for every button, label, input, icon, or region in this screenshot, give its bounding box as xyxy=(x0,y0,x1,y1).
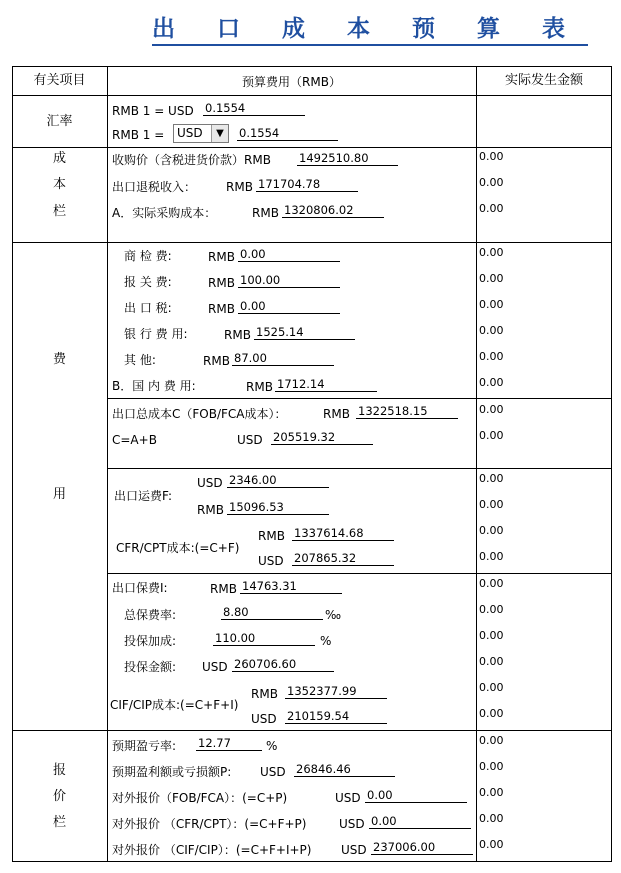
profit-currency: USD xyxy=(260,765,286,779)
cfr-label: CFR/CPT成本:(=C+F) xyxy=(116,541,240,555)
cif-rmb-currency: RMB xyxy=(251,687,278,701)
other-currency: RMB xyxy=(203,354,230,368)
actual-cif-quote: 0.00 xyxy=(479,838,504,851)
insurance-label: 出口保费I: xyxy=(112,581,168,595)
actual-domestic: 0.00 xyxy=(479,376,504,389)
domestic-input[interactable]: 1712.14 xyxy=(275,378,377,392)
page-title: 出 口 成 本 预 算 表 xyxy=(152,14,588,46)
fob-input[interactable]: 1322518.15 xyxy=(356,405,458,419)
actual-fob-quote: 0.00 xyxy=(479,786,504,799)
markup-unit: % xyxy=(320,634,332,648)
markup-input[interactable]: 110.00 xyxy=(213,632,315,646)
rebate-input[interactable]: 171704.78 xyxy=(256,178,358,192)
bank-input[interactable]: 1525.14 xyxy=(254,326,355,340)
freight-rmb-currency: RMB xyxy=(197,503,224,517)
exchange-rate-input[interactable]: 0.1554 xyxy=(237,127,338,141)
actual-rebate: 0.00 xyxy=(479,176,504,189)
freight-rmb-input[interactable]: 15096.53 xyxy=(227,501,329,515)
fees-label-fei: 费 xyxy=(52,352,66,367)
header-divider xyxy=(12,95,612,96)
actual-profit-rate: 0.00 xyxy=(479,734,504,747)
domestic-label: B．国 内 费 用: xyxy=(112,379,196,393)
actual-insurance: 0.00 xyxy=(479,577,504,590)
cfr-quote-input[interactable]: 0.00 xyxy=(369,815,471,829)
actual-freight-usd: 0.00 xyxy=(479,472,504,485)
actual-cost-label: A．实际采购成本： xyxy=(112,206,217,220)
fees-label-yong: 用 xyxy=(52,487,66,502)
actual-cfr-usd: 0.00 xyxy=(479,550,504,563)
fob-label: 出口总成本C（FOB/FCA成本）： xyxy=(112,407,287,421)
actual-customs: 0.00 xyxy=(479,272,504,285)
exchange-label: 汇率 xyxy=(46,114,73,129)
customs-label: 报 关 费: xyxy=(124,275,172,289)
cab-input[interactable]: 205519.32 xyxy=(271,431,373,445)
cif-label: CIF/CIP成本:(=C+F+I) xyxy=(110,698,239,712)
export-tax-label: 出 口 税: xyxy=(124,301,172,315)
fob-quote-currency: USD xyxy=(335,791,361,805)
other-label: 其 他: xyxy=(124,353,156,367)
actual-cfr-rmb: 0.00 xyxy=(479,524,504,537)
cfr-usd-input[interactable]: 207865.32 xyxy=(292,552,394,566)
rebate-currency: RMB xyxy=(226,180,253,194)
cfr-rmb-input[interactable]: 1337614.68 xyxy=(292,527,394,541)
purchase-input[interactable]: 1492510.80 xyxy=(297,152,398,166)
cab-label: C=A+B xyxy=(112,433,157,447)
rate-label: 总保费率: xyxy=(124,608,177,622)
header-budget: 预算费用（RMB） xyxy=(242,75,341,89)
cfr-quote-currency: USD xyxy=(339,817,365,831)
header-item: 有关项目 xyxy=(33,73,86,88)
fob-divider xyxy=(107,468,612,469)
insurance-currency: RMB xyxy=(210,582,237,596)
header-actual: 实际发生金额 xyxy=(504,73,583,88)
actual-other: 0.00 xyxy=(479,350,504,363)
actual-rate: 0.00 xyxy=(479,603,504,616)
actual-freight-rmb: 0.00 xyxy=(479,498,504,511)
exchange-divider xyxy=(12,147,612,148)
actual-inspection: 0.00 xyxy=(479,246,504,259)
cfr-quote-label: 对外报价 （CFR/CPT）：(=C+F+P) xyxy=(112,817,307,831)
quote-label-1: 报 xyxy=(52,763,66,778)
bank-label: 银 行 费 用: xyxy=(124,327,188,341)
freight-label: 出口运费F: xyxy=(114,489,173,503)
profit-input[interactable]: 26846.46 xyxy=(294,763,395,777)
export-tax-currency: RMB xyxy=(208,302,235,316)
cif-rmb-input[interactable]: 1352377.99 xyxy=(285,685,387,699)
other-input[interactable]: 87.00 xyxy=(232,352,334,366)
profit-rate-input[interactable]: 12.77 xyxy=(196,737,262,751)
inspection-currency: RMB xyxy=(208,250,235,264)
cost-divider xyxy=(12,242,612,243)
col-divider-1 xyxy=(107,66,108,862)
actual-markup: 0.00 xyxy=(479,629,504,642)
rebate-label: 出口退税收入： xyxy=(112,180,197,194)
actual-cif-usd: 0.00 xyxy=(479,707,504,720)
purchase-label: 收购价（含税进货价款）RMB xyxy=(112,153,271,167)
exchange-line2-prefix: RMB 1 = xyxy=(112,128,165,142)
currency-select-value: USD xyxy=(177,126,203,140)
rate-unit: ‰ xyxy=(325,608,342,622)
currency-select[interactable] xyxy=(173,124,229,143)
actual-fob: 0.00 xyxy=(479,403,504,416)
domestic-divider xyxy=(107,398,612,399)
exchange-rate-display: 0.1554 xyxy=(203,102,305,116)
actual-insured: 0.00 xyxy=(479,655,504,668)
actual-purchase: 0.00 xyxy=(479,150,504,163)
cab-currency: USD xyxy=(237,433,263,447)
insured-currency: USD xyxy=(202,660,228,674)
profit-rate-label: 预期盈亏率: xyxy=(112,739,177,753)
markup-label: 投保加成: xyxy=(124,634,177,648)
actual-cost-input[interactable]: 1320806.02 xyxy=(282,204,384,218)
rate-input[interactable]: 8.80 xyxy=(221,606,323,620)
freight-usd-currency: USD xyxy=(197,476,223,490)
exchange-line1-prefix: RMB 1 = USD xyxy=(112,104,194,118)
cfr-rmb-currency: RMB xyxy=(258,529,285,543)
fob-currency: RMB xyxy=(323,407,350,421)
actual-profit: 0.00 xyxy=(479,760,504,773)
actual-export-tax: 0.00 xyxy=(479,298,504,311)
cost-label-1: 成 xyxy=(52,151,66,166)
insured-input[interactable]: 260706.60 xyxy=(232,658,334,672)
inspection-label: 商 检 费: xyxy=(124,249,172,263)
freight-divider xyxy=(107,573,612,574)
profit-rate-unit: % xyxy=(266,739,278,753)
customs-input[interactable]: 100.00 xyxy=(238,274,340,288)
fob-quote-input[interactable]: 0.00 xyxy=(365,789,467,803)
domestic-currency: RMB xyxy=(246,380,273,394)
export-tax-input[interactable]: 0.00 xyxy=(238,300,340,314)
cif-usd-currency: USD xyxy=(251,712,277,726)
cif-quote-currency: USD xyxy=(341,843,367,857)
cfr-usd-currency: USD xyxy=(258,554,284,568)
actual-cab: 0.00 xyxy=(479,429,504,442)
actual-cif-rmb: 0.00 xyxy=(479,681,504,694)
cif-usd-input[interactable]: 210159.54 xyxy=(285,710,387,724)
col-divider-2 xyxy=(476,66,477,862)
freight-usd-input[interactable]: 2346.00 xyxy=(227,474,329,488)
insurance-input[interactable]: 14763.31 xyxy=(240,580,342,594)
insured-label: 投保金额: xyxy=(124,660,177,674)
chevron-down-icon[interactable]: ▼ xyxy=(211,125,228,142)
actual-cfr-quote: 0.00 xyxy=(479,812,504,825)
fees-divider xyxy=(12,730,612,731)
cif-quote-input[interactable]: 237006.00 xyxy=(371,841,473,855)
actual-bank: 0.00 xyxy=(479,324,504,337)
customs-currency: RMB xyxy=(208,276,235,290)
quote-label-3: 栏 xyxy=(52,815,66,830)
actual-actual-cost: 0.00 xyxy=(479,202,504,215)
profit-label: 预期盈利额或亏损额P: xyxy=(112,765,232,779)
quote-label-2: 价 xyxy=(52,789,66,804)
cost-label-3: 栏 xyxy=(52,204,66,219)
cost-label-2: 本 xyxy=(52,177,66,192)
bank-currency: RMB xyxy=(224,328,251,342)
cif-quote-label: 对外报价 （CIF/CIP）：(=C+F+I+P) xyxy=(112,843,312,857)
inspection-input[interactable]: 0.00 xyxy=(238,248,340,262)
actual-cost-currency: RMB xyxy=(252,206,279,220)
fob-quote-label: 对外报价（FOB/FCA）：(=C+P) xyxy=(112,791,288,805)
